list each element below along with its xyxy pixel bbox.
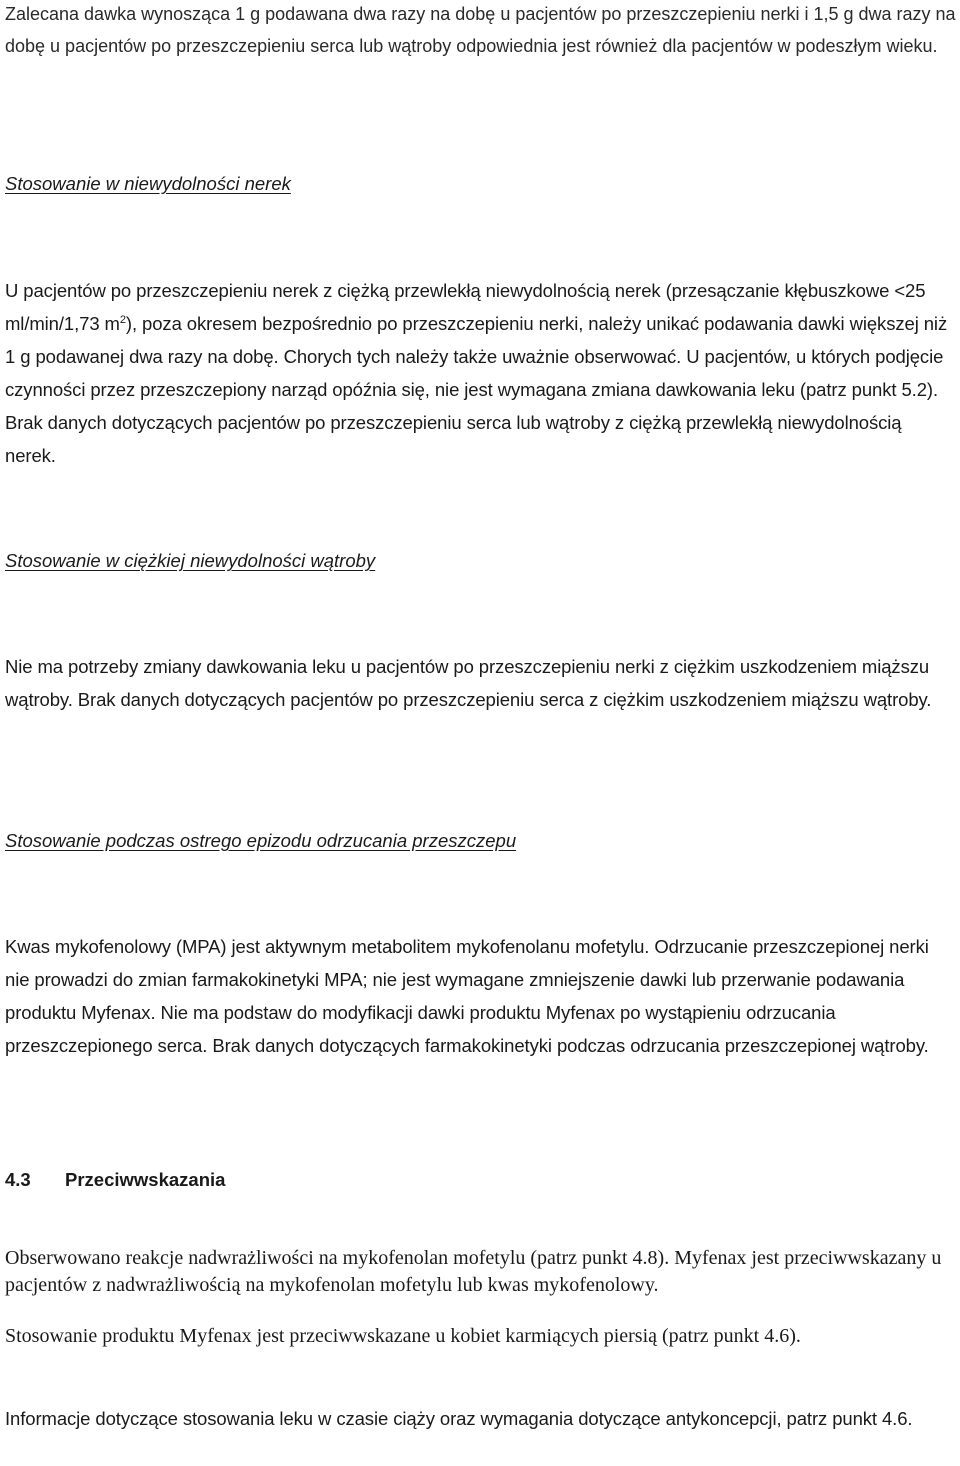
contraindications-paragraph-1: Obserwowano reakcje nadwrażliwości na mykofenolan mofetylu (patrz punkt 4.8). Myfenax jest przeciwwskazany u pacjentów z nadwrażliwością na mykofenolan mofetylu lub kwas mykofenolowy. (5, 1247, 942, 1296)
intro-paragraph: Zalecana dawka wynosząca 1 g podawana dwa razy na dobę u pacjentów po przeszczepieniu nerki i 1,5 g dwa razy na dobę u pacjentów po przeszczepieniu serca lub wątroby odpowiednia jest również dla pacjentów w podeszłym wieku. (5, 4, 956, 56)
rejection-heading: Stosowanie podczas ostrego epizodu odrzucania przeszczepu (5, 830, 517, 851)
renal-heading: Stosowanie w niewydolności nerek (5, 173, 291, 194)
renal-text-a: U pacjentów po przeszczepieniu nerek z ciężką przewlekłą niewydolnością nerek (przesączanie kłębuszkowe <25 ml/min/1,73 m (5, 280, 926, 334)
rejection-paragraph: Kwas mykofenolowy (MPA) jest aktywnym metabolitem mykofenolanu mofetylu. Odrzucanie przeszczepionej nerki nie prowadzi do zmian farmakokinetyki MPA; nie jest wymagane zmniejszenie dawki lub przerwanie podawania produktu Myfenax. Nie ma podstaw do modyfikacji dawki produktu Myfenax po wystąpieniu odrzucania przeszczepionego serca. Brak danych dotyczących farmakokinetyki podczas odrzucania przeszczepionej wątroby. (5, 936, 929, 1056)
renal-text-b: ), poza okresem bezpośrednio po przeszczepieniu nerki, należy unikać podawania dawki większej niż 1 g podawanej dwa razy na dobę. Chorych tych należy także uważnie obserwować. U pacjentów, u których podjęcie czynności przez przeszczepiony narząd opóźnia się, nie jest wymagana zmiana dawkowania leku (patrz punkt 5.2). Brak danych dotyczących pacjentów po przeszczepieniu serca lub wątroby z ciężką przewlekłą niewydolnością nerek. (5, 313, 948, 466)
section-number: 4.3 (5, 1169, 31, 1190)
hepatic-heading: Stosowanie w ciężkiej niewydolności wątroby (5, 550, 376, 571)
renal-superscript: 2 (119, 313, 126, 326)
contraindications-paragraph-3: Informacje dotyczące stosowania leku w czasie ciąży oraz wymagania dotyczące antykoncepcji, patrz punkt 4.6. (5, 1408, 913, 1429)
contraindications-paragraph-2: Stosowanie produktu Myfenax jest przeciwwskazane u kobiet karmiących piersią (patrz punkt 4.6). (5, 1325, 801, 1347)
section-title: Przeciwwskazania (65, 1169, 226, 1190)
renal-paragraph (5, 274, 957, 472)
section-heading-contraindications (5, 1163, 957, 1196)
hepatic-paragraph: Nie ma potrzeby zmiany dawkowania leku u pacjentów po przeszczepieniu nerki z ciężkim uszkodzeniem miąższu wątroby. Brak danych dotyczących pacjentów po przeszczepieniu serca z ciężkim uszkodzeniem miąższu wątroby. (5, 656, 932, 710)
